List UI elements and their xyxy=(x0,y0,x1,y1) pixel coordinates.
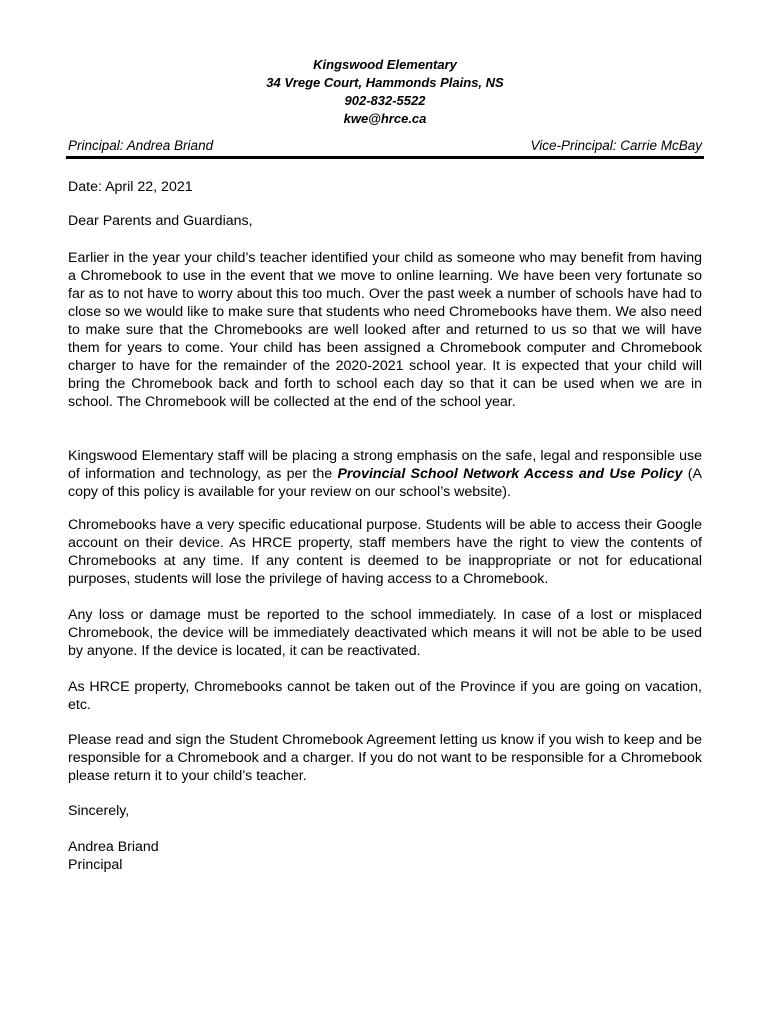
school-address: 34 Vrege Court, Hammonds Plains, NS xyxy=(266,75,504,90)
policy-intro-text: Kingswood Elementary staff will be placing a strong emphasis on the safe, legal and responsible use of information and technology, as per the xyxy=(68,448,702,482)
paragraph-text: Any loss or damage must be reported to the school immediately. In case of a lost or misplaced Chromebook, the device will be immediately deactivated which means it will not be able to be used by anyone. If the device is located, it can be reactivated. xyxy=(68,607,702,659)
paragraph-text: Please read and sign the Student Chromebook Agreement letting us know if you wish to keep and be responsible for a Chromebook and a charger. If you do not want to be responsible for a Chromebook please return it to your child’s teacher. xyxy=(68,732,702,784)
letterhead xyxy=(0,56,770,128)
signature-block xyxy=(68,838,702,874)
paragraph-province xyxy=(68,678,702,714)
principal-label: Principal: Andrea Briand xyxy=(68,138,214,153)
paragraph-agreement xyxy=(68,731,702,785)
date-text: Date: April 22, 2021 xyxy=(68,179,193,195)
policy-title: Provincial School Network Access and Use Policy xyxy=(337,466,683,482)
paragraph-chromebook-assignment xyxy=(68,249,702,411)
salutation-text: Dear Parents and Guardians, xyxy=(68,213,253,229)
signer-name: Andrea Briand xyxy=(68,839,159,855)
paragraph-text: As HRCE property, Chromebooks cannot be taken out of the Province if you are going on vacation, etc. xyxy=(68,679,702,713)
closing xyxy=(68,802,702,820)
paragraph-text: Earlier in the year your child’s teacher identified your child as someone who may benefit from having a Chromebook to use in the event that we move to online learning. We have been very fortunate so far as to not have to worry about this too much. Over the past week a number of schools have had to close so we would like to make sure that students who need Chromebooks have them. We also need to make sure that the Chromebooks are well looked after and returned to us so that we will have them for years to come. Your child has been assigned a Chromebook computer and Chromebook charger to have for the remainder of the 2020-2021 school year. It is expected that your child will bring the Chromebook back and forth to school each day so that it can be used when we are in school. The Chromebook will be collected at the end of the school year. xyxy=(68,250,702,410)
school-email: kwe@hrce.ca xyxy=(343,111,427,126)
salutation xyxy=(68,212,702,230)
paragraph-text xyxy=(68,447,702,501)
school-phone: 902-832-5522 xyxy=(344,93,426,108)
paragraph-loss-damage xyxy=(68,606,702,660)
letter-date xyxy=(68,178,702,196)
school-name: Kingswood Elementary xyxy=(313,57,457,72)
paragraph-text: Chromebooks have a very specific educational purpose. Students will be able to access their Google account on their device. As HRCE property, staff members have the right to view the contents of Chromebooks at any time. If any content is deemed to be inappropriate or not for educational purposes, students will lose the privilege of having access to a Chromebook. xyxy=(68,517,702,587)
paragraph-educational-purpose xyxy=(68,516,702,588)
vice-principal-label: Vice-Principal: Carrie McBay xyxy=(530,138,702,153)
signer-title: Principal xyxy=(68,857,123,873)
staff-row xyxy=(68,137,702,155)
paragraph-policy xyxy=(68,447,702,501)
header-divider xyxy=(66,156,704,159)
policy-note-text: (A copy of this policy is available for your review on our school’s website). xyxy=(68,466,702,500)
closing-text: Sincerely, xyxy=(68,803,130,819)
